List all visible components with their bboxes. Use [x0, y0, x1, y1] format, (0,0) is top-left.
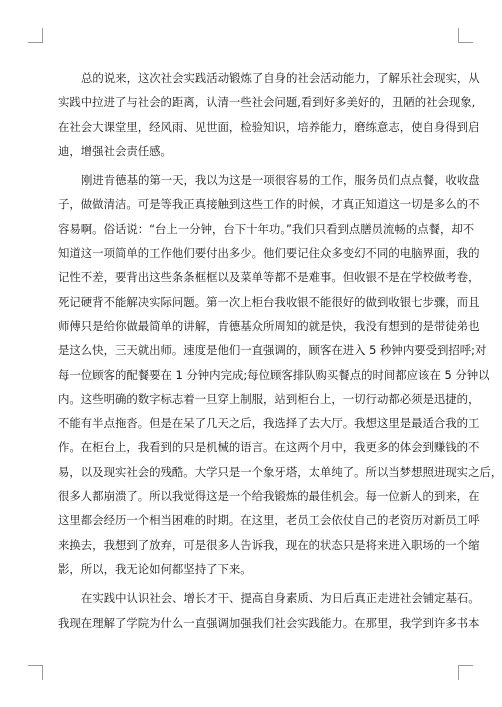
- text-line: 不能有半点拖沓。但是在呆了几天之后，我选择了去大厅。我想这里是最适合我的工: [58, 416, 480, 431]
- text-line: 刚进肯德基的第一天，我以为这是一项很容易的工作，服务员们点点餐，收收盘: [81, 173, 480, 188]
- text-line: 师傅只是给你做最简单的讲解，肯德基众所周知的就是快，我没有想到的是带徒弟也: [58, 318, 480, 333]
- crop-mark-bottom-left: [28, 665, 43, 680]
- text-line: 很多人都崩溃了。所以我觉得这是一个给我锻炼的最佳机会。每一位新人的到来，在: [58, 489, 480, 504]
- text-line: 每一位顾客的配餐要在 1 分钟内完成;每位顾客排队购买餐点的时间都应该在 5 分钟以: [58, 367, 490, 382]
- paragraph-kfc-experience: [58, 168, 502, 581]
- crop-mark-top-right: [458, 28, 473, 43]
- text-line: 子，做做清洁。可是等我正真接触到这些工作的时候，才真正知道这一切是多么的不: [58, 197, 480, 212]
- text-line: 影，所以，我无论如何都坚持了下来。: [58, 561, 252, 576]
- text-line: 这里都会经历一个相当困难的时期。在这里，老员工会依仗自己的老资历对新员工呼: [58, 513, 480, 528]
- text-line: 内。这些明确的数字标志着一旦穿上制服，站到柜台上，一切行动都必须是迅捷的，: [58, 391, 480, 406]
- text-line: 易，以及现实社会的残酷。大学只是一个象牙塔，太单纯了。所以当梦想照进现实之后，: [58, 464, 502, 479]
- text-line: 容易啊。俗话说：“台上一分钟，台下十年功。”我们只看到点膳员流畅的点餐，却不: [58, 221, 475, 236]
- paragraph-summary: [58, 66, 480, 163]
- text-line: 总的说来，这次社会实践活动锻炼了自身的社会活动能力，了解乐社会现实，从: [81, 71, 480, 85]
- crop-mark-bottom-right: [458, 665, 473, 680]
- text-line: 是这么快，三天就出师。速度是他们一直强调的，顾客在进入 5 秒钟内要受到招呼;对: [58, 343, 487, 358]
- text-line: 我现在理解了学院为什么一直强调加强我们社会实践能力。在那里，我学到许多书本: [58, 615, 480, 630]
- document-body: [58, 66, 502, 635]
- text-line: 在社会大课堂里，经风雨、见世面，检验知识，培养能力，磨练意志，使自身得到启: [58, 119, 480, 134]
- text-line: 记性不差，要背出这些条条框框以及菜单等都不是难事。但收银不是在学校做考卷，: [58, 270, 480, 285]
- text-line: 死记硬背不能解决实际问题。第一次上柜台我收银不能很好的做到收银七步骤，而且: [58, 294, 480, 309]
- paragraph-practice: [58, 586, 480, 635]
- text-line: 实践中拉进了与社会的距离，认清一些社会问题,看到好多美好的，丑陋的社会现象,: [58, 95, 476, 110]
- text-line: 知道这一项简单的工作他们要付出多少。他们要记住众多变幻不同的电脑界面，我的: [58, 246, 480, 261]
- text-line: 迪，增强社会责任感。: [58, 143, 172, 158]
- text-line: 在实践中认识社会、增长才干、提高自身素质、为日后真正走进社会铺定基石。: [81, 591, 480, 606]
- crop-mark-top-left: [28, 28, 43, 43]
- text-line: 作。在柜台上，我看到的只是机械的语言。在这两个月中，我更多的体会到赚钱的不: [58, 440, 480, 455]
- text-line: 来换去，我想到了放弃，可是很多人告诉我，现在的状态只是将来进入职场的一个缩: [58, 537, 480, 552]
